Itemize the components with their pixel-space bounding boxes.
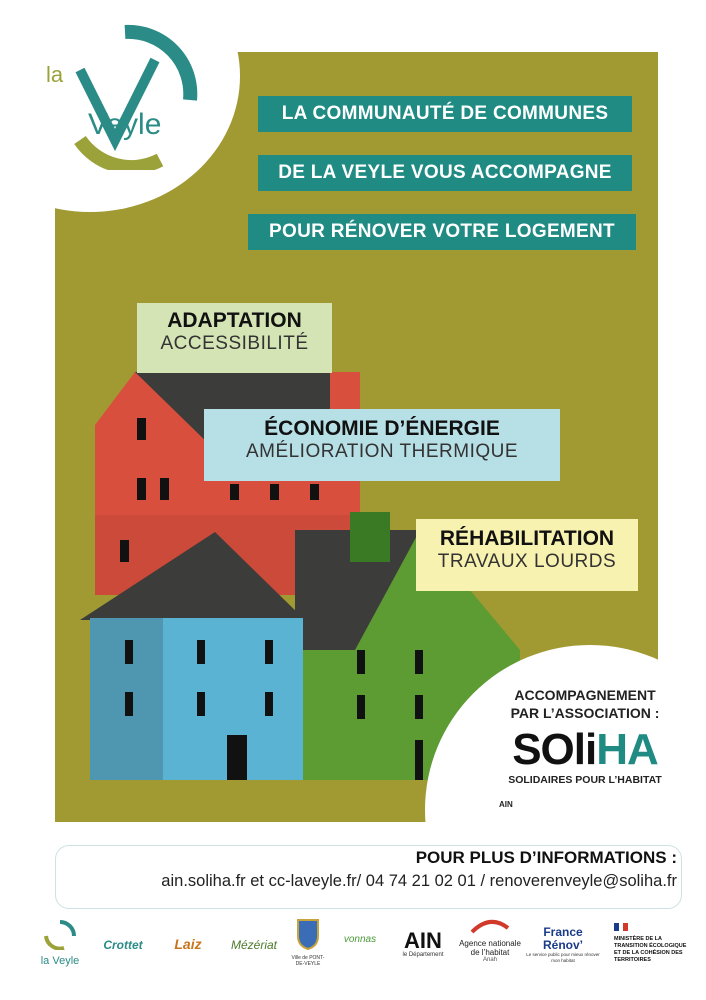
window <box>120 540 129 562</box>
partner-la-veyle <box>30 918 90 978</box>
partner-ain <box>392 918 454 978</box>
green-house-chimney <box>350 512 390 562</box>
soliha-tagline: SOLIDAIRES POUR L’HABITAT <box>508 774 662 786</box>
label-rehabilitation <box>416 519 638 591</box>
door <box>415 740 423 780</box>
partner-la-veyle-label: la Veyle <box>40 955 80 967</box>
partner-vonnas-label: vonnas <box>343 934 377 945</box>
window <box>230 484 239 500</box>
partner-logos <box>30 918 690 978</box>
title-line-2: DE LA VEYLE VOUS ACCOMPAGNE <box>258 155 632 191</box>
partner-ain-sub: le Département <box>402 952 444 958</box>
label-rehabilitation-title: RÉHABILITATION <box>439 527 615 550</box>
window <box>137 478 146 500</box>
label-energie-title: ÉCONOMIE D’ÉNERGIE <box>264 417 500 440</box>
soliha-region: AIN <box>499 800 513 809</box>
window <box>310 484 319 500</box>
partner-ain-label: AIN <box>404 928 442 953</box>
partner-anah-sub: Anah <box>482 957 497 963</box>
label-energie <box>204 409 560 481</box>
window <box>160 478 169 500</box>
window <box>265 692 273 716</box>
soliha-logo-end: HA <box>596 725 658 774</box>
logo-la-text: la <box>46 62 64 87</box>
flag-icon <box>614 923 628 931</box>
info-heading: POUR PLUS D’INFORMATIONS : <box>415 848 677 867</box>
partner-mezeriat <box>222 918 286 978</box>
soliha-block <box>495 686 675 809</box>
window <box>415 695 423 719</box>
window <box>137 418 146 440</box>
window <box>197 640 205 664</box>
shield-icon <box>296 918 320 950</box>
partner-laiz <box>158 918 218 978</box>
info-links[interactable]: ain.soliha.fr et cc-laveyle.fr/ 04 74 21 02 01 / renoverenveyle@soliha.fr <box>161 872 677 890</box>
title-line-3: POUR RÉNOVER VOTRE LOGEMENT <box>248 214 636 250</box>
window <box>125 640 133 664</box>
window <box>125 692 133 716</box>
window <box>415 650 423 674</box>
info-box <box>55 845 682 909</box>
label-rehabilitation-subtitle: TRAVAUX LOURDS <box>437 551 617 572</box>
window <box>265 640 273 664</box>
partner-crottet <box>92 918 154 978</box>
door <box>227 735 247 780</box>
partner-ministere-label: MINISTÈRE DE LA TRANSITION ÉCOLOGIQUE ET DE LA COHÉSION DES TERRITOIRES <box>614 936 687 963</box>
title-line-1: LA COMMUNAUTÉ DE COMMUNES <box>258 96 632 132</box>
partner-vonnas <box>330 918 390 978</box>
window <box>270 484 279 500</box>
label-adaptation-subtitle: ACCESSIBILITÉ <box>160 333 309 354</box>
label-adaptation-title: ADAPTATION <box>167 309 302 332</box>
accompaniment-line-2: PAR L’ASSOCIATION : <box>510 705 660 721</box>
label-adaptation <box>137 303 332 373</box>
partner-pont-de-veyle <box>288 918 328 978</box>
logo-veyle-text: Veyle <box>88 108 162 141</box>
soliha-logo <box>495 725 675 774</box>
la-veyle-logo <box>40 20 210 170</box>
logo-arc-icon <box>40 20 210 170</box>
partner-france-renov-sub: Le service public pour mieux rénover mon habitat <box>526 952 600 963</box>
accompaniment-line-1: ACCOMPAGNEMENT <box>514 687 656 703</box>
window <box>197 692 205 716</box>
partner-laiz-label: Laiz <box>174 936 202 952</box>
partner-anah-label: Agence nationale de l’habitat <box>459 939 521 957</box>
partner-anah <box>456 918 524 978</box>
window <box>357 695 365 719</box>
anah-swoosh-icon <box>470 918 510 934</box>
partner-ministere <box>614 918 690 978</box>
window <box>357 650 365 674</box>
label-energie-subtitle: AMÉLIORATION THERMIQUE <box>245 441 519 462</box>
partner-france-renov-label: France Rénov’ <box>542 925 583 952</box>
la-veyle-mini-icon <box>40 918 80 950</box>
partner-france-renov <box>526 918 600 978</box>
partner-mezeriat-label: Mézériat <box>230 938 277 952</box>
partner-crottet-label: Crottet <box>103 938 143 952</box>
soliha-logo-start: SOli <box>512 725 597 774</box>
partner-pont-de-veyle-label: Ville de PONT-DE-VEYLE <box>291 955 325 967</box>
